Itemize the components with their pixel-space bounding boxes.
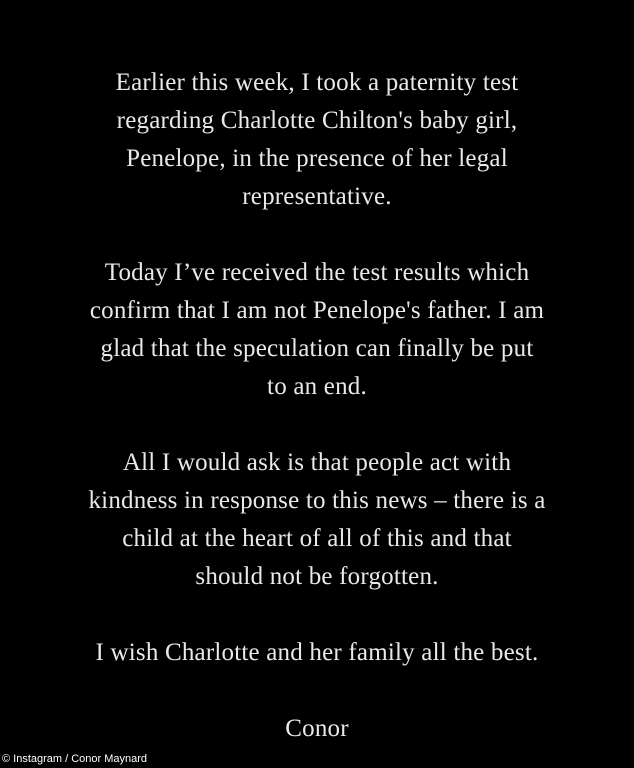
statement-paragraph-1: Earlier this week, I took a paternity test regarding Charlotte Chilton's baby girl, Penelope, in the presence of her legal representative. — [115, 69, 519, 210]
signature: Conor — [285, 715, 349, 742]
statement-paragraph-2: Today I’ve received the test results which confirm that I am not Penelope's father. I am glad that the speculation can finally be put to an end. — [89, 259, 545, 400]
statement-text — [20, 64, 614, 748]
statement-paragraph-4: I wish Charlotte and her family all the best. — [95, 639, 539, 666]
statement-paragraph-3: All I would ask is that people act with kindness in response to this news – there is a child at the heart of all of this and that should not be forgotten. — [88, 449, 546, 590]
image-credit: © Instagram / Conor Maynard — [2, 753, 148, 765]
